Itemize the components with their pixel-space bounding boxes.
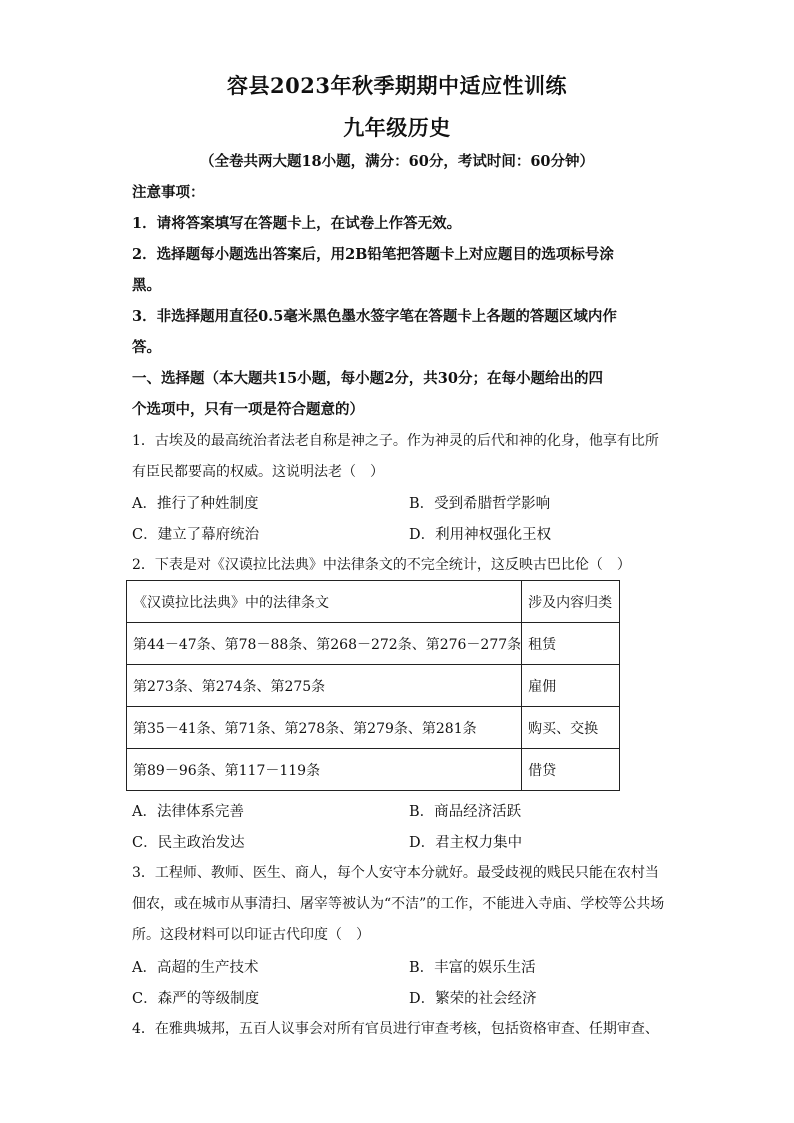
table-cell: 第89－96条、第117－119条 — [127, 749, 522, 791]
table-row — [127, 665, 620, 707]
notice-item-2-line-2: 黑。 — [132, 277, 161, 294]
q3-option-a: A．高超的生产技术 — [132, 960, 259, 976]
table-row — [127, 749, 620, 791]
exam-info: （全卷共两大题18小题，满分：60分，考试时间：60分钟） — [199, 153, 595, 170]
table-header-cell: 《汉谟拉比法典》中的法律条文 — [127, 581, 522, 623]
section-1-heading-line-1: 一、选择题（本大题共15小题，每小题2分，共30分；在每小题给出的四 — [132, 370, 603, 387]
table-cell: 借贷 — [522, 749, 620, 791]
table-cell: 第273条、第274条、第275条 — [127, 665, 522, 707]
q3-stem-line-3: 所。这段材料可以印证古代印度（ ） — [132, 927, 370, 943]
q1-option-d: D．利用神权强化王权 — [409, 527, 552, 543]
table-cell: 雇佣 — [522, 665, 620, 707]
q2-option-a: A．法律体系完善 — [132, 804, 244, 820]
q4-stem-line-1: 4．在雅典城邦，五百人议事会对所有官员进行审查考核，包括资格审查、任期审查、 — [132, 1021, 659, 1037]
table-row — [127, 707, 620, 749]
q2-option-b: B．商品经济活跃 — [409, 804, 522, 820]
notice-item-1: 1．请将答案填写在答题卡上，在试卷上作答无效。 — [132, 215, 462, 232]
exam-title: 容县2023年秋季期期中适应性训练 — [227, 73, 567, 98]
table-row — [127, 623, 620, 665]
table-cell: 租赁 — [522, 623, 620, 665]
q3-option-c: C．森严的等级制度 — [132, 991, 260, 1007]
q3-option-b: B．丰富的娱乐生活 — [409, 960, 536, 976]
q1-stem-line-1: 1．古埃及的最高统治者法老自称是神之子。作为神灵的后代和神的化身，他享有比所 — [132, 433, 659, 449]
table-header-row — [127, 581, 620, 623]
table-cell: 第44－47条、第78－88条、第268－272条、第276－277条 — [127, 623, 522, 665]
q3-option-d: D．繁荣的社会经济 — [409, 991, 537, 1007]
table-cell: 第35－41条、第71条、第278条、第279条、第281条 — [127, 707, 522, 749]
q3-stem-line-2: 佃农，或在城市从事清扫、屠宰等被认为“不洁”的工作，不能进入寺庙、学校等公共场 — [132, 896, 665, 912]
q1-option-b: B．受到希腊哲学影响 — [409, 496, 551, 512]
q1-option-c: C．建立了幕府统治 — [132, 527, 260, 543]
notice-heading: 注意事项： — [132, 184, 205, 201]
law-statistics-table — [126, 580, 620, 791]
notice-item-3-line-2: 答。 — [132, 339, 161, 356]
table-header-cell: 涉及内容归类 — [522, 581, 620, 623]
q1-option-a: A．推行了种姓制度 — [132, 496, 259, 512]
q1-stem-line-2: 有臣民都要高的权威。这说明法老（ ） — [132, 464, 384, 480]
subject-title: 九年级历史 — [343, 115, 451, 140]
q2-option-d: D．君主权力集中 — [409, 835, 523, 851]
q3-stem-line-1: 3．工程师、教师、医生、商人，每个人安守本分就好。最受歧视的贱民只能在农村当 — [132, 865, 659, 881]
table-cell: 购买、交换 — [522, 707, 620, 749]
q2-option-c: C．民主政治发达 — [132, 835, 245, 851]
q2-stem: 2．下表是对《汉谟拉比法典》中法律条文的不完全统计，这反映古巴比伦（ ） — [132, 557, 631, 573]
notice-item-3-line-1: 3．非选择题用直径0.5毫米黑色墨水签字笔在答题卡上各题的答题区域内作 — [132, 308, 617, 325]
section-1-heading-line-2: 个选项中，只有一项是符合题意的） — [132, 401, 364, 418]
notice-item-2-line-1: 2．选择题每小题选出答案后，用2B铅笔把答题卡上对应题目的选项标号涂 — [132, 246, 614, 263]
